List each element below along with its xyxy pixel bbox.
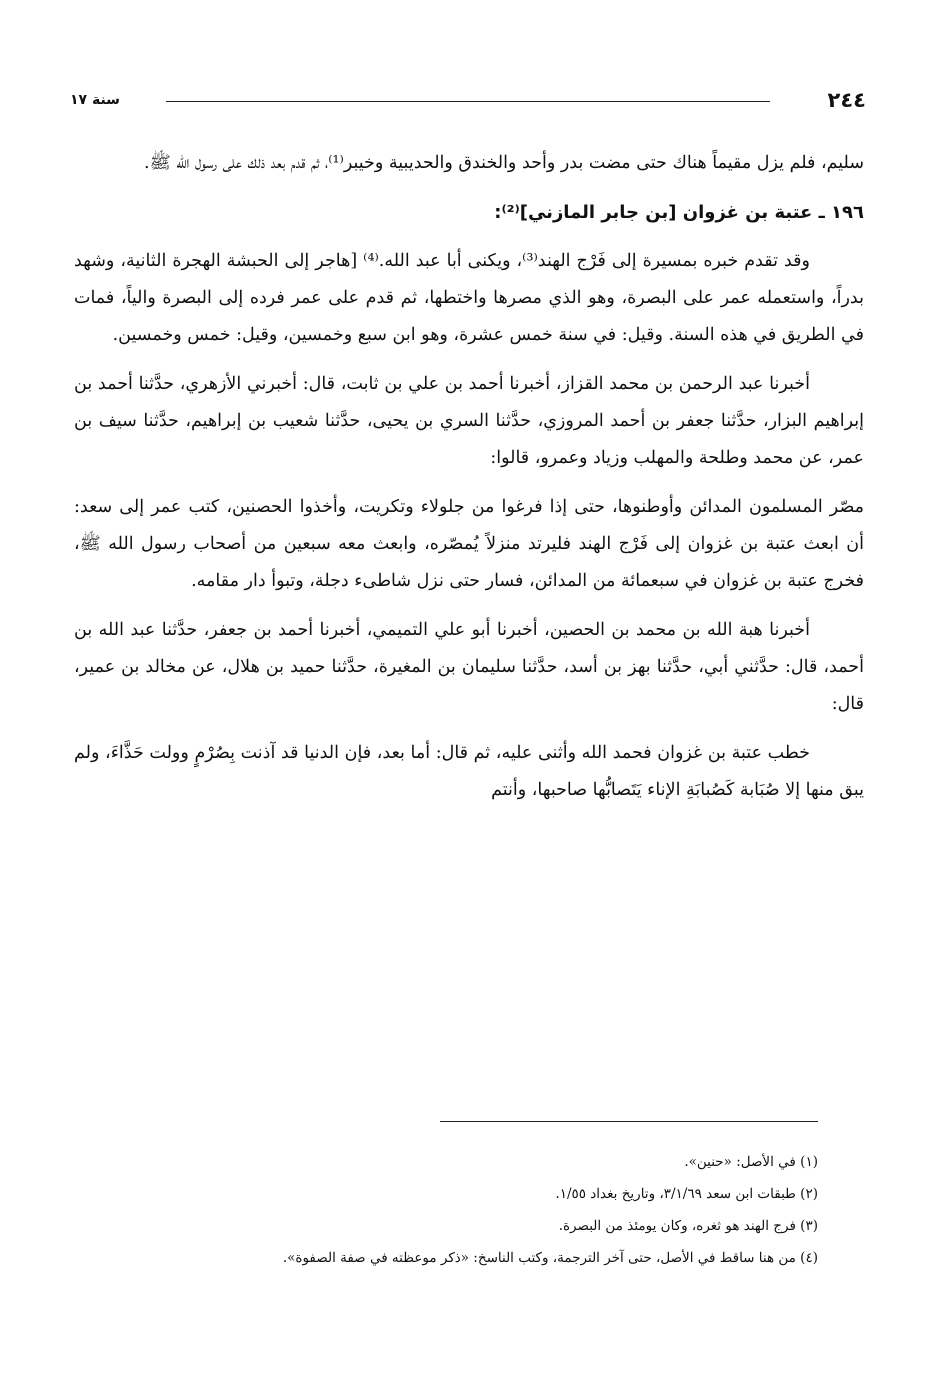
paragraph-3: أخبرنا عبد الرحمن بن محمد القزاز، أخبرنا أحمد بن علي بن ثابت، قال: أخبرني الأزهري، حدَّثنا أحمد بن إبراهيم البزار، حدَّثنا جعفر بن أحمد المروزي، حدَّثنا السري بن يحيى، حدَّثنا شعيب بن إبراهيم، حدَّثنا سيف بن عمر، عن محمد وطلحة والمهلب وزياد وعمرو، قالوا: xyxy=(74,374,864,468)
page-header xyxy=(70,88,866,118)
footnote-1: (١) في الأصل: «حنين». xyxy=(684,1154,818,1170)
footnote-4: (٤) من هنا ساقط في الأصل، حتى آخر الترجمة، وكتب الناسخ: «ذكر موعظته في صفة الصفوة». xyxy=(282,1250,818,1266)
biography-heading: ١٩٦ ـ عتبة بن غزوان [بن جابر المازني]⁽²⁾: xyxy=(494,202,864,223)
paragraph-2: وقد تقدم خبره بمسيرة إلى فَرْج الهند⁽³⁾، ويكنى أبا عبد الله.⁽⁴⁾ [هاجر إلى الحبشة الهجرة الثانية، وشهد بدراً، واستعمله عمر على البصرة، وهو الذي مصرها واختطها، ثم قدم على عمر فرده إلى البصرة والياً، فمات في الطريق في هذه السنة. وقيل: في سنة خمس عشرة، وهو ابن سبع وخمسين، وقيل: خمس وخمسين. xyxy=(74,251,864,345)
paragraph-5: أخبرنا هبة الله بن محمد بن الحصين، أخبرنا أبو علي التميمي، أخبرنا أحمد بن جعفر، حدَّثنا عبد الله بن أحمد، قال: حدَّثني أبي، حدَّثنا بهز بن أسد، حدَّثنا سليمان بن المغيرة، حدَّثنا حميد بن هلال، عن مخالد بن عمير، قال: xyxy=(74,620,864,714)
running-year: سنة ١٧ xyxy=(70,92,120,108)
footnote-rule xyxy=(440,1121,818,1122)
footnotes xyxy=(74,1146,818,1274)
paragraph-6: خطب عتبة بن غزوان فحمد الله وأثنى عليه، ثم قال: أما بعد، فإن الدنيا قد آذنت بِصُرْمٍ وولت حَذَّاءَ، ولم يبق منها إلا صُبَابة كَصُبابَةِ الإناء يَتَصابُّها صاحبها، وأنتم xyxy=(74,743,864,800)
page-number: ٢٤٤ xyxy=(827,88,866,112)
footnote-2: (٢) طبقات ابن سعد ٣/١/٦٩، وتاريخ بغداد ١/٥٥. xyxy=(555,1186,818,1202)
paragraph-1: سليم، فلم يزل مقيماً هناك حتى مضت بدر وأحد والخندق والحديبية وخيبر⁽¹⁾، ثم قدم بعد ذلك على رسول الله ﷺ. xyxy=(144,153,864,173)
paragraph-4: مصّر المسلمون المدائن وأوطنوها، حتى إذا فرغوا من جلولاء وتكريت، وأخذوا الحصنين، كتب عمر إلى سعد: أن ابعث عتبة بن غزوان إلى فَرْج الهند فليرتد منزلاً يُمصّره، وابعث معه سبعين من أصحاب رسول الله ﷺ، فخرج عتبة بن غزوان في سبعمائة من المدائن، فسار حتى نزل شاطىء دجلة، وتبوأ دار مقامه. xyxy=(74,497,864,591)
main-text xyxy=(74,145,864,821)
footnote-3: (٣) فرج الهند هو ثغره، وكان يومئذ من البصرة. xyxy=(558,1218,818,1234)
header-rule xyxy=(166,101,770,102)
